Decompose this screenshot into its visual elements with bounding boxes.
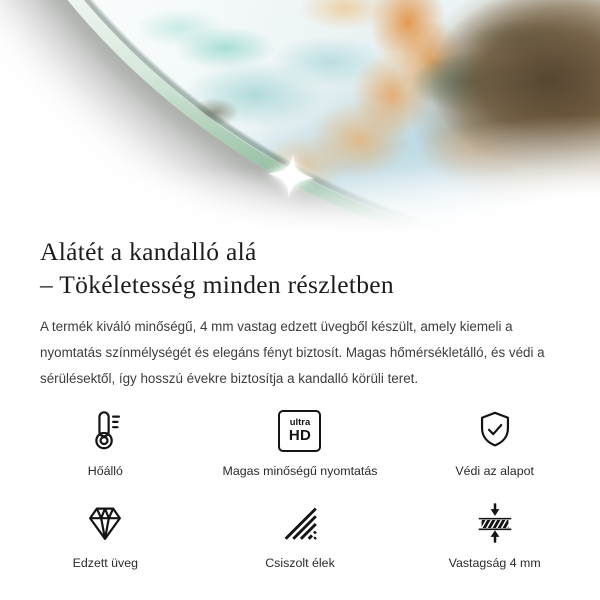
page-title-line2: – Tökéletesség minden részletben — [40, 270, 394, 299]
feature-tempered-glass — [8, 500, 203, 570]
feature-label: Edzett üveg — [72, 556, 139, 570]
feature-label: Magas minőségű nyomtatás — [222, 464, 378, 478]
feature-heat-resistant — [8, 408, 203, 478]
feature-label: Vastagság 4 mm — [448, 556, 541, 570]
thickness-icon — [472, 500, 518, 546]
ultra-hd-icon — [278, 408, 321, 454]
feature-thickness — [397, 500, 592, 570]
ultra-hd-icon-text-bottom: HD — [288, 427, 312, 445]
thermometer-icon — [82, 408, 128, 454]
polished-edges-icon — [277, 500, 323, 546]
product-description: A termék kiváló minőségű, 4 mm vastag edzett üvegből készült, amely kiemeli a nyomtatás színmélységét és elegáns fényt biztosít. Magas hőmérsékletálló, és védi a sérülésektől, így hosszú évekre biztosítja a kandalló körüli teret. — [40, 319, 545, 386]
feature-label: Csiszolt élek — [265, 556, 335, 570]
product-text-block — [0, 233, 600, 392]
ultra-hd-icon-text-top: ultra — [289, 417, 311, 429]
feature-label: Hőálló — [87, 464, 123, 478]
feature-print-quality — [203, 408, 398, 478]
diamond-icon — [82, 500, 128, 546]
feature-grid — [8, 408, 592, 570]
feature-polished-edges — [203, 500, 398, 570]
sparkle-icon — [265, 150, 318, 203]
page-title — [40, 235, 560, 301]
product-photo — [0, 0, 600, 233]
page-title-line1: Alátét a kandalló alá — [40, 237, 257, 266]
shield-check-icon — [472, 408, 518, 454]
feature-label: Védi az alapot — [455, 464, 534, 478]
feature-protects-base — [397, 408, 592, 478]
